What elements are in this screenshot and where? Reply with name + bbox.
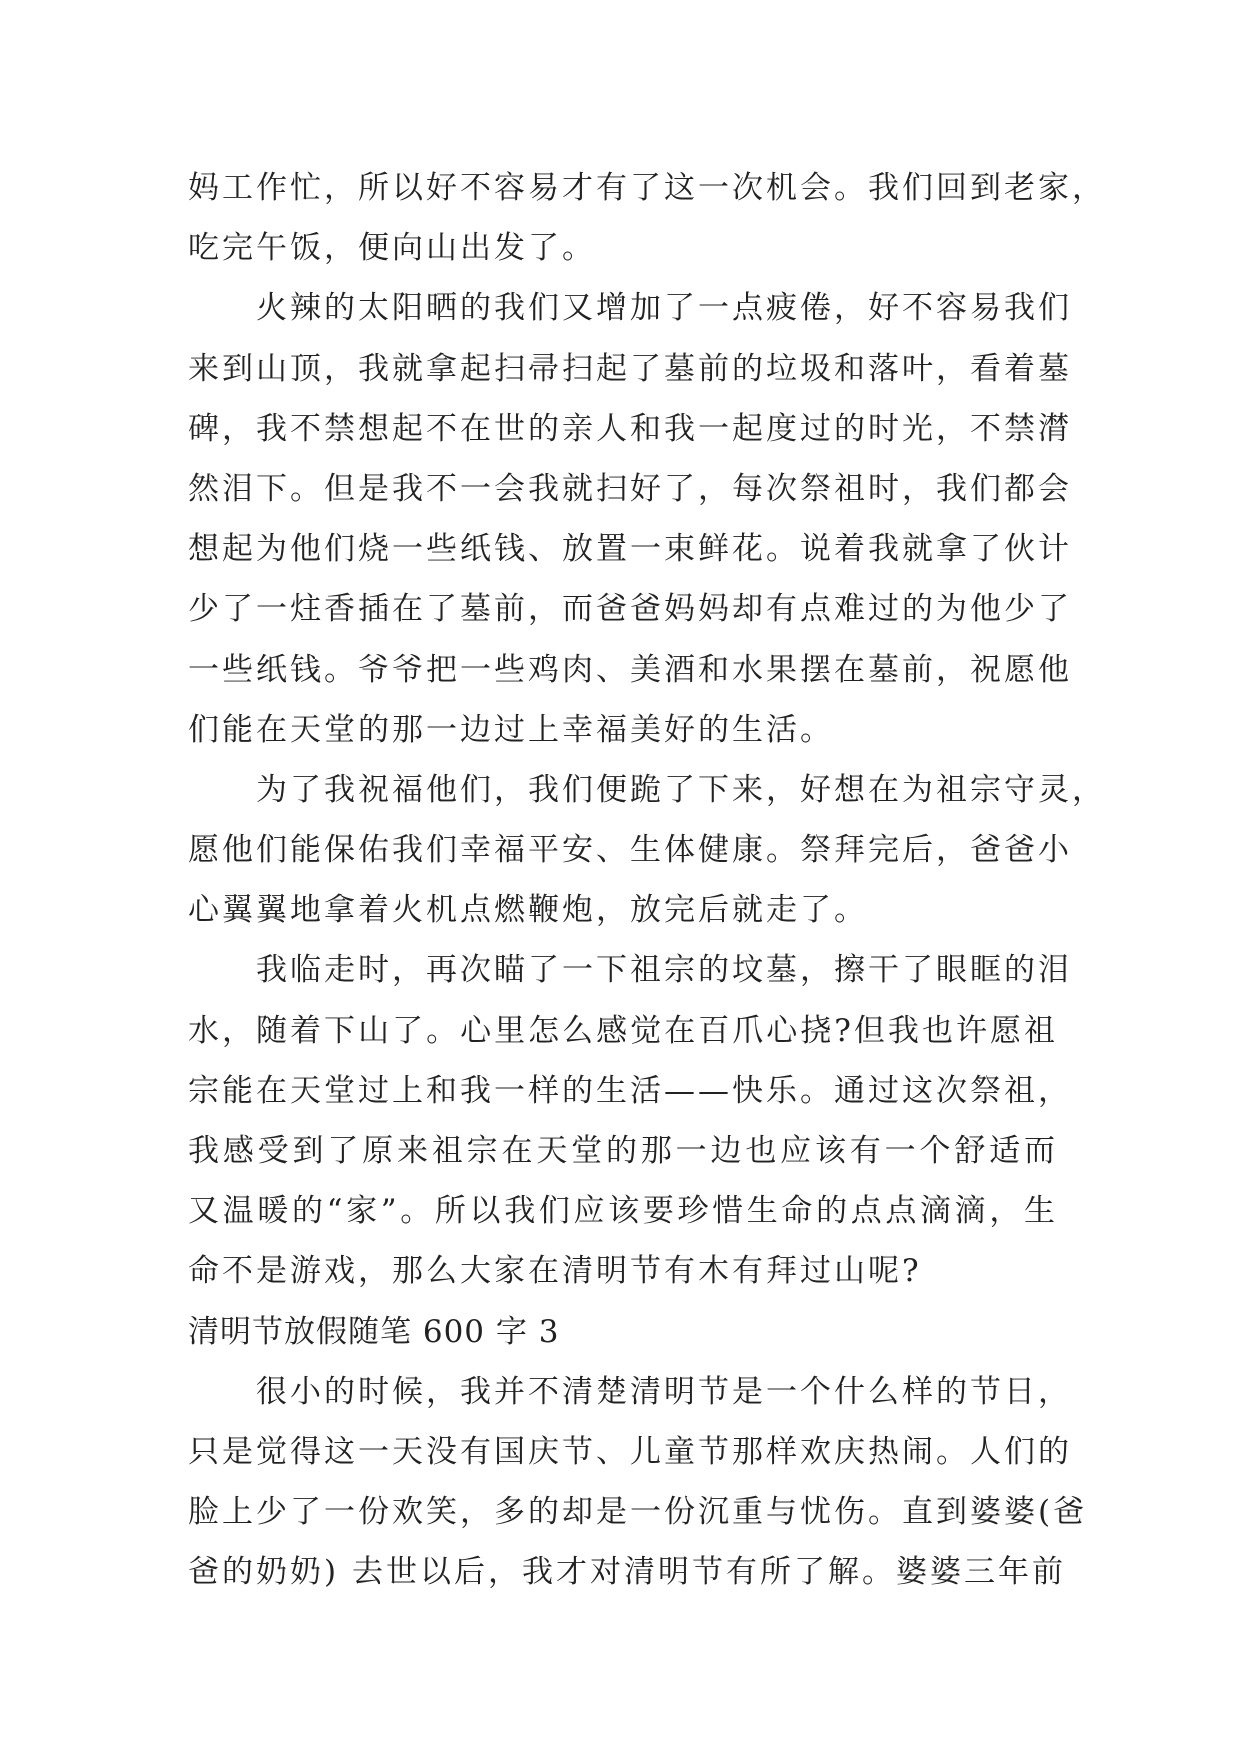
text-line: 然泪下。但是我不一会我就扫好了，每次祭祖时，我们都会 — [188, 470, 1072, 507]
paragraph-first-line: 我临走时，再次瞄了一下祖宗的坟墓，擦干了眼眶的泪 — [256, 952, 1072, 989]
text-line: 碑，我不禁想起不在世的亲人和我一起度过的时光，不禁潸 — [188, 410, 1072, 447]
text-line: 只是觉得这一天没有国庆节、儿童节那样欢庆热闹。人们的 — [188, 1433, 1072, 1470]
text-line: 一些纸钱。爷爷把一些鸡肉、美酒和水果摆在墓前，祝愿他 — [188, 651, 1072, 688]
text-line: 吃完午饭，便向山出发了。 — [188, 230, 596, 267]
text-line: 来到山顶，我就拿起扫帚扫起了墓前的垃圾和落叶，看着墓 — [188, 350, 1072, 387]
text-line: 又温暖的“家”。所以我们应该要珍惜生命的点点滴滴，生 — [188, 1193, 1058, 1230]
text-line: 妈工作忙，所以好不容易才有了这一次机会。我们回到老家， — [188, 170, 1106, 206]
text-line: 脸上少了一份欢笑，多的却是一份沉重与忧伤。直到婆婆(爸 — [188, 1494, 1088, 1531]
paragraph-first-line: 火辣的太阳晒的我们又增加了一点疲倦，好不容易我们 — [256, 290, 1072, 327]
text-line: 们能在天堂的那一边过上幸福美好的生活。 — [188, 711, 834, 748]
text-line: 心翼翼地拿着火机点燃鞭炮，放完后就走了。 — [188, 892, 868, 929]
text-line: 宗能在天堂过上和我一样的生活——快乐。通过这次祭祖， — [188, 1072, 1072, 1109]
text-line: 爸的奶奶) 去世以后，我才对清明节有所了解。婆婆三年前 — [188, 1554, 1066, 1591]
text-line: 水，随着下山了。心里怎么感觉在百爪心挠?但我也许愿祖 — [188, 1012, 1058, 1049]
text-line: 我感受到了原来祖宗在天堂的那一边也应该有一个舒适而 — [188, 1133, 1058, 1169]
paragraph-first-line: 很小的时候，我并不清楚清明节是一个什么样的节日， — [256, 1373, 1072, 1410]
text-line: 少了一炷香插在了墓前，而爸爸妈妈却有点难过的为他少了 — [188, 591, 1072, 628]
text-line: 想起为他们烧一些纸钱、放置一束鲜花。说着我就拿了伙计 — [188, 531, 1072, 568]
paragraph-first-line: 为了我祝福他们，我们便跪了下来，好想在为祖宗守灵， — [256, 771, 1106, 808]
section-heading: 清明节放假随笔 600 字 3 — [188, 1313, 560, 1350]
document-body — [188, 158, 1106, 1603]
text-line: 愿他们能保佑我们幸福平安、生体健康。祭拜完后，爸爸小 — [188, 832, 1072, 869]
text-line: 命不是游戏，那么大家在清明节有木有拜过山呢? — [188, 1253, 922, 1290]
